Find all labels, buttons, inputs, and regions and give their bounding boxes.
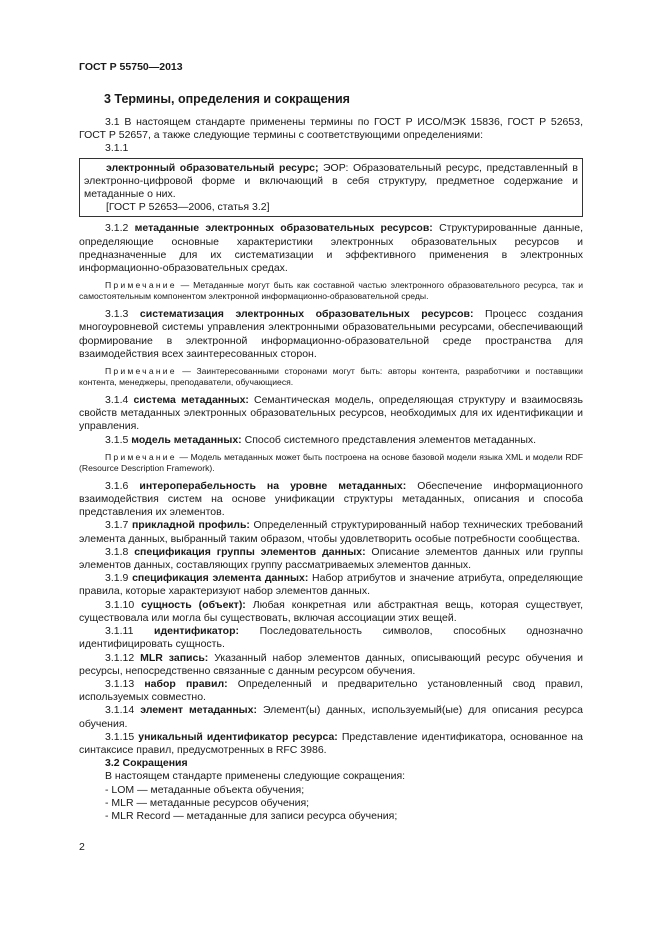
term-abbr: ЭОР: [318, 161, 349, 174]
abbreviations-title: 3.2 Сокращения [105, 757, 188, 770]
abbreviations-list [79, 784, 583, 824]
list-item: - LOM — метаданные объекта обучения; [105, 783, 305, 796]
term-3-1-10: 3.1.10 сущность (объект): Любая конкретная или абстрактная вещь, которая существует, существовала или могла бы существовать, включая ассоциации этих вещей. [79, 598, 583, 624]
term-3-1-9: 3.1.9 спецификация элемента данных: Набор атрибутов и значение атрибута, определяющие правила, которые характеризуют набор элементов данных. [79, 572, 584, 598]
intro-paragraph: 3.1 В настоящем стандарте применены термины по ГОСТ Р ИСО/МЭК 15836, ГОСТ Р 52653, ГОСТ Р 52657, а также следующие термины с соответствующими определениями: [79, 116, 583, 142]
term-3-1-4: 3.1.4 система метаданных: Семантическая модель, определяющая структуру и взаимосвязь свойств метаданных электронных образовательных ресурсов, необходимых для их идентификации и управления. [79, 394, 583, 433]
abbreviations-intro: В настоящем стандарте применены следующие сокращения: [105, 770, 406, 783]
term-3-1-15: 3.1.15 уникальный идентификатор ресурса: Представление идентификатора, основанное на синтаксисе правил, предусмотренных в RFC 3986. [79, 730, 583, 756]
term-3-1-6: 3.1.6 интероперабельность на уровне метаданных: Обеспечение информационного взаимодействия систем на основе унификации структуры метаданных, описания и способа представления их элементов. [79, 479, 583, 519]
note-1: Примечание — Метаданные могут быть как составной частью электронного образовательного ресурса, так и самостоятельным компонентом электронной информационно-образовательной среды. [79, 280, 583, 302]
page-number: 2 [79, 841, 85, 853]
note-2: Примечание — Заинтересованными сторонами могут быть: авторы контента, разработчики и поставщики контента, менеджеры, преподаватели, обучающиеся. [79, 366, 583, 388]
term-3-1-3: 3.1.3 систематизация электронных образовательных ресурсов: Процесс создания многоуровневой системы управления электронными образовательными ресурсами, обеспечивающий формирование в электронной информационно-образовательной среде пространства для взаимодействия всех заинтересованных сторон. [79, 308, 584, 360]
definition-box [79, 158, 583, 218]
definition-3-1-1 [84, 162, 578, 202]
note-3: Примечание — Модель метаданных может быть построена на основе базовой модели языка XML и модели RDF (Resource Description Framework). [79, 451, 583, 473]
term-3-1-8: 3.1.8 спецификация группы элементов данных: Описание элементов данных или группы элементов данных, составляющих группу рассматриваемых элементов данных. [79, 545, 583, 572]
document-header: ГОСТ Р 55750—2013 [79, 61, 183, 73]
term-text: Образовательный ресурс, представленный в электронно-цифровой форме и включающий в себя структуру, предметное содержание и метаданные о них. [84, 161, 578, 201]
document-body [79, 116, 583, 823]
term-name: электронный образовательный ресурс; [106, 161, 319, 174]
list-item: - MLR — метаданные ресурсов обучения; [105, 796, 310, 809]
term-3-1-12: 3.1.12 MLR запись: Указанный набор элементов данных, описывающий ресурс обучения и ресурсы, непосредственно связанные с данным ресурсом обучения. [79, 651, 583, 677]
term-number-3-1-1: 3.1.1 [105, 142, 129, 155]
term-3-1-7: 3.1.7 прикладной профиль: Определенный структурированный набор технических требований элемента данных, выбранный таким образом, чтобы удовлетворить особые потребности сообщества. [79, 519, 584, 545]
term-3-1-2: 3.1.2 метаданные электронных образовательных ресурсов: Структурированные данные, определяющие основные характеристики электронных образовательных ресурсов и предназначенные для их систематизации и эффективного применения в электронных информационно-образовательных средах. [79, 222, 583, 275]
list-item: - MLR Record — метаданные для записи ресурса обучения; [105, 809, 398, 822]
term-3-1-5: 3.1.5 модель метаданных: Способ системного представления элементов метаданных. [105, 433, 537, 446]
section-title: 3 Термины, определения и сокращения [104, 92, 350, 106]
term-3-1-13: 3.1.13 набор правил: Определенный и предварительно установленный свод правил, используемых совместно. [79, 677, 584, 704]
term-3-1-14: 3.1.14 элемент метаданных: Элемент(ы) данных, используемый(ые) для описания ресурса обучения. [79, 704, 583, 730]
term-3-1-11: 3.1.11 идентификатор: Последовательность символов, способных однозначно идентифицировать сущность. [79, 625, 584, 651]
definition-reference: [ГОСТ Р 52653—2006, статья 3.2] [106, 201, 270, 214]
